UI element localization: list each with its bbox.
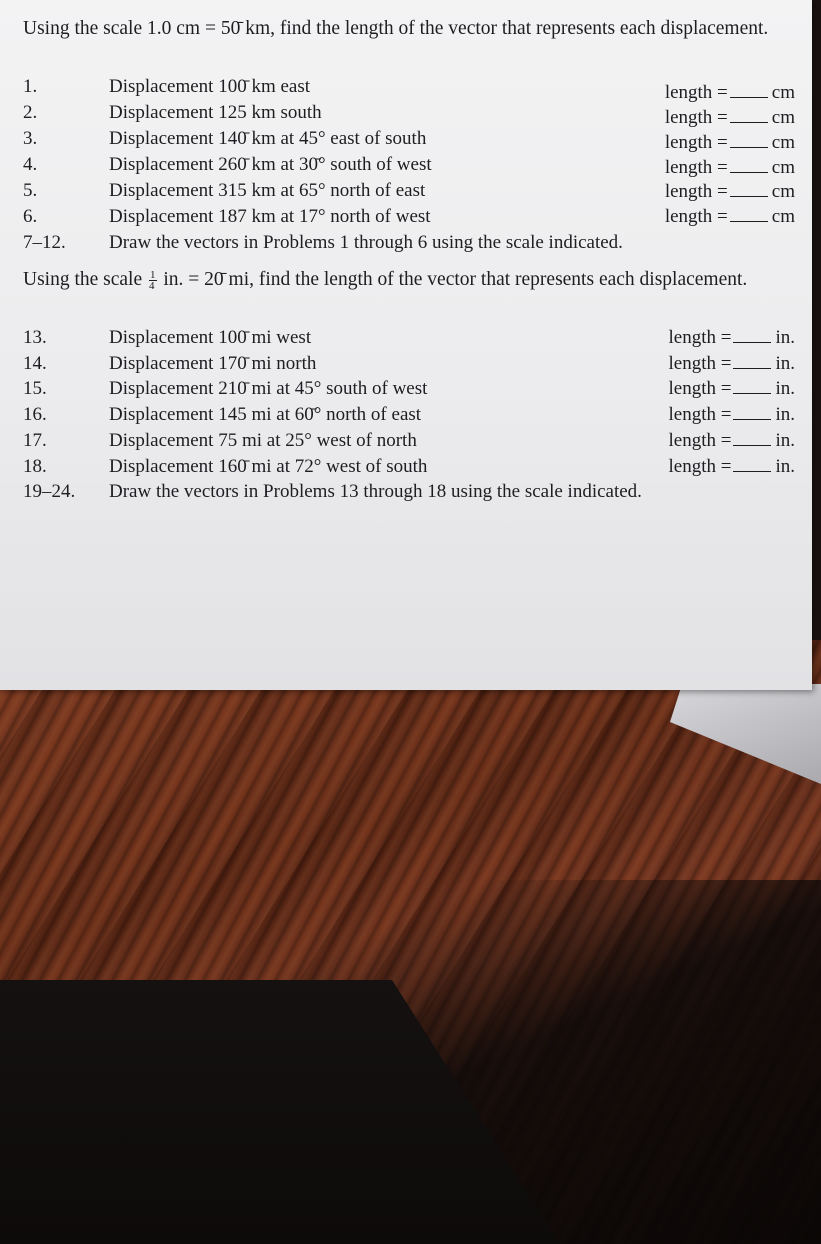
problem-3 bbox=[23, 129, 803, 155]
problem-description: Displacement 260̄ km at 30̄° south of west bbox=[109, 154, 432, 175]
problem-5 bbox=[23, 181, 803, 207]
problem-17 bbox=[23, 431, 803, 457]
answer-blank[interactable] bbox=[730, 182, 768, 197]
problem-18 bbox=[23, 457, 803, 483]
problem-description: Displacement 125 km south bbox=[109, 102, 322, 123]
problem-description: Displacement 75 mi at 25° west of north bbox=[109, 430, 417, 451]
answer-line: length = cm bbox=[664, 206, 795, 227]
problem-4 bbox=[23, 155, 803, 181]
answer-blank[interactable] bbox=[730, 108, 768, 123]
problem-number: 6. bbox=[23, 206, 38, 227]
problem-1 bbox=[23, 77, 803, 103]
problem-description: Displacement 315 km at 65° north of east bbox=[109, 180, 426, 201]
problem-description: Displacement 170̄ mi north bbox=[109, 353, 317, 374]
section2-intro: Using the scale $\frac{1}{4}$ in. = 20̄ mi, find the length of the vector that represents each displacement. bbox=[23, 269, 748, 293]
problem-description: Displacement 100̄ mi west bbox=[109, 327, 312, 348]
answer-blank[interactable] bbox=[733, 431, 771, 446]
problem-description: Displacement 145 mi at 60̄° north of east bbox=[109, 404, 422, 425]
fraction-quarter: $\frac{1}{4}$ bbox=[149, 269, 156, 293]
problem-number: 5. bbox=[23, 180, 38, 201]
problem-16 bbox=[23, 405, 803, 431]
problem-13 bbox=[23, 328, 803, 354]
answer-blank[interactable] bbox=[730, 133, 768, 148]
answer-line: length = in. bbox=[668, 430, 795, 451]
problem-14 bbox=[23, 354, 803, 380]
problem-description: Displacement 187 km at 17° north of west bbox=[109, 206, 431, 227]
problem-number: 7–12. bbox=[23, 232, 66, 253]
answer-line: length = cm bbox=[664, 157, 795, 178]
answer-line: length = in. bbox=[668, 404, 795, 425]
problem-number: 2. bbox=[23, 102, 38, 123]
problem-number: 15. bbox=[23, 378, 47, 399]
problem-15 bbox=[23, 379, 803, 405]
answer-line: length = cm bbox=[664, 181, 795, 202]
problem-description: Displacement 100̄ km east bbox=[109, 76, 311, 97]
answer-line: length = cm bbox=[664, 107, 795, 128]
answer-blank[interactable] bbox=[733, 354, 771, 369]
answer-blank[interactable] bbox=[733, 457, 771, 472]
answer-line: length = cm bbox=[664, 132, 795, 153]
section1-intro: Using the scale 1.0 cm = 50̄ km, find the length of the vector that represents each displacement. bbox=[23, 18, 769, 39]
answer-line: length = in. bbox=[668, 327, 795, 348]
problem-6 bbox=[23, 207, 803, 233]
problem-number: 13. bbox=[23, 327, 47, 348]
problem-number: 4. bbox=[23, 154, 38, 175]
problem-number: 18. bbox=[23, 456, 47, 477]
problem-description: Draw the vectors in Problems 1 through 6 using the scale indicated. bbox=[109, 232, 623, 253]
problem-number: 17. bbox=[23, 430, 47, 451]
answer-line: length = cm bbox=[664, 82, 795, 103]
problem-description: Displacement 160̄ mi at 72° west of south bbox=[109, 456, 428, 477]
answer-line: length = in. bbox=[668, 378, 795, 399]
answer-line: length = in. bbox=[668, 456, 795, 477]
answer-line: length = in. bbox=[668, 353, 795, 374]
problem-number: 16. bbox=[23, 404, 47, 425]
problem-7-12 bbox=[23, 233, 803, 259]
problem-description: Displacement 210̄ mi at 45° south of west bbox=[109, 378, 428, 399]
problem-description: Displacement 140̄ km at 45° east of south bbox=[109, 128, 427, 149]
answer-blank[interactable] bbox=[730, 158, 768, 173]
problem-number: 3. bbox=[23, 128, 38, 149]
problem-number: 14. bbox=[23, 353, 47, 374]
problem-2 bbox=[23, 103, 803, 129]
answer-blank[interactable] bbox=[730, 207, 768, 222]
problem-number: 19–24. bbox=[23, 481, 76, 502]
problem-number: 1. bbox=[23, 76, 38, 97]
answer-blank[interactable] bbox=[733, 328, 771, 343]
answer-blank[interactable] bbox=[730, 83, 768, 98]
problem-19-24 bbox=[23, 482, 803, 508]
answer-blank[interactable] bbox=[733, 379, 771, 394]
problem-description: Draw the vectors in Problems 13 through 18 using the scale indicated. bbox=[109, 481, 642, 502]
answer-blank[interactable] bbox=[733, 405, 771, 420]
